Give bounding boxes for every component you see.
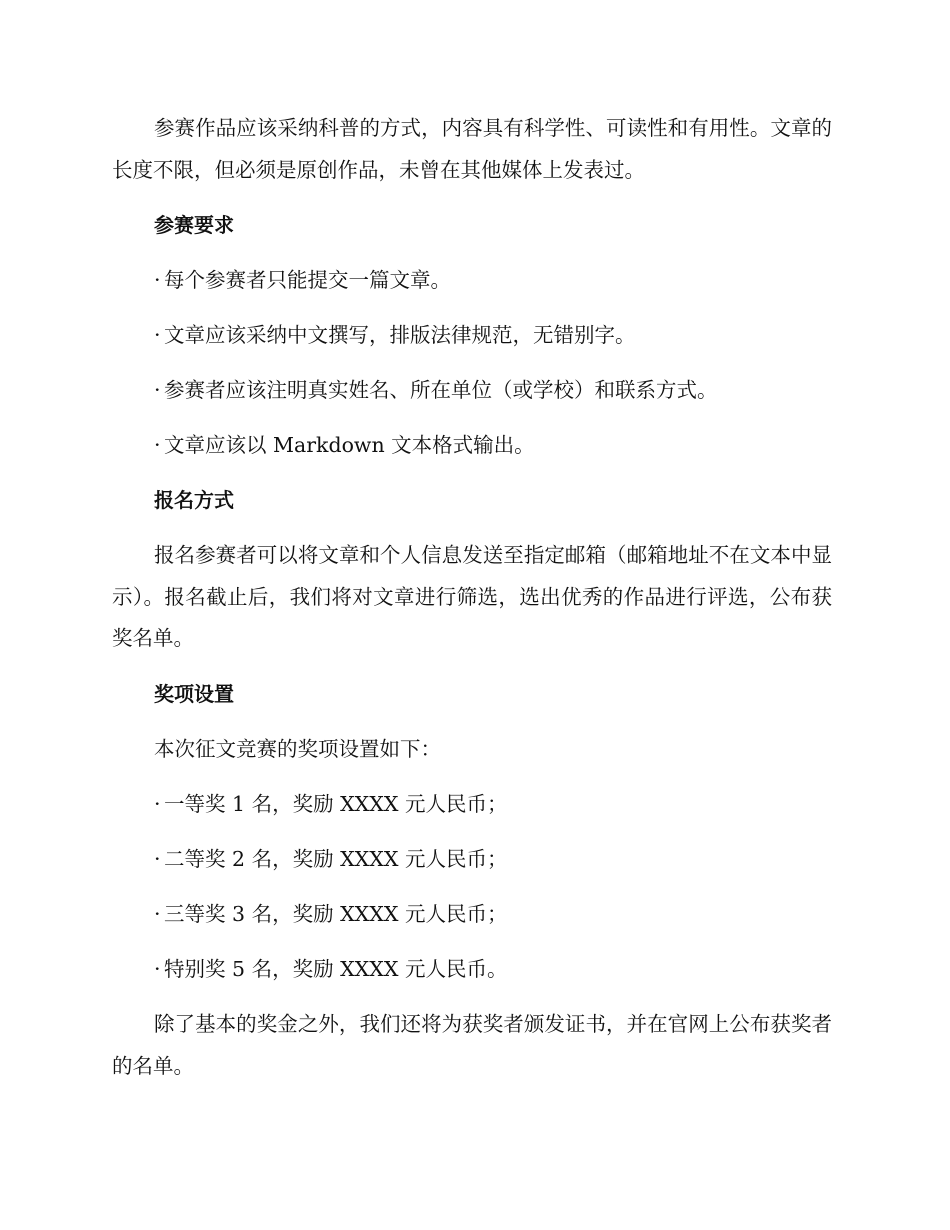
bullet-dot: · xyxy=(154,957,161,981)
award-text: 三等奖 3 名，奖励 XXXX 元人民币； xyxy=(164,902,508,926)
award-item-2 xyxy=(154,839,832,880)
bullet-dot: · xyxy=(154,378,161,402)
bullet-dot: · xyxy=(154,433,161,457)
requirements-heading: 参赛要求 xyxy=(154,213,234,237)
bullet-dot: · xyxy=(154,902,161,926)
bullet-dot: · xyxy=(154,268,161,292)
intro-paragraph: 参赛作品应该采纳科普的方式，内容具有科学性、可读性和有用性。文章的长度不限，但必须是原创作品，未曾在其他媒体上发表过。 xyxy=(112,116,832,182)
requirement-item-1 xyxy=(154,260,832,301)
requirement-text: 文章应该采纳中文撰写，排版法律规范，无错别字。 xyxy=(164,323,636,347)
requirement-item-3 xyxy=(154,370,832,411)
awards-intro: 本次征文竞赛的奖项设置如下： xyxy=(154,736,441,761)
registration-heading: 报名方式 xyxy=(154,488,234,512)
requirement-item-2 xyxy=(154,315,832,356)
requirement-item-4 xyxy=(154,425,832,466)
requirement-text: 每个参赛者只能提交一篇文章。 xyxy=(164,268,451,292)
award-item-1 xyxy=(154,784,832,825)
awards-heading: 奖项设置 xyxy=(154,681,234,706)
requirement-text: 参赛者应该注明真实姓名、所在单位（或学校）和联系方式。 xyxy=(164,378,718,402)
requirement-text: 文章应该以 Markdown 文本格式输出。 xyxy=(164,433,535,457)
award-text: 一等奖 1 名，奖励 XXXX 元人民币； xyxy=(164,792,508,816)
document-page xyxy=(112,108,832,1101)
award-item-4 xyxy=(154,949,832,990)
bullet-dot: · xyxy=(154,323,161,347)
bullet-dot: · xyxy=(154,847,161,871)
award-text: 特别奖 5 名，奖励 XXXX 元人民币。 xyxy=(164,957,508,981)
award-text: 二等奖 2 名，奖励 XXXX 元人民币； xyxy=(164,847,508,871)
bullet-dot: · xyxy=(154,792,161,816)
closing-paragraph: 除了基本的奖金之外，我们还将为获奖者颁发证书，并在官网上公布获奖者的名单。 xyxy=(112,1012,832,1078)
registration-paragraph: 报名参赛者可以将文章和个人信息发送至指定邮箱（邮箱地址不在文本中显示）。报名截止后，我们将对文章进行筛选，选出优秀的作品进行评选，公布获奖名单。 xyxy=(112,543,832,650)
award-item-3 xyxy=(154,894,832,935)
